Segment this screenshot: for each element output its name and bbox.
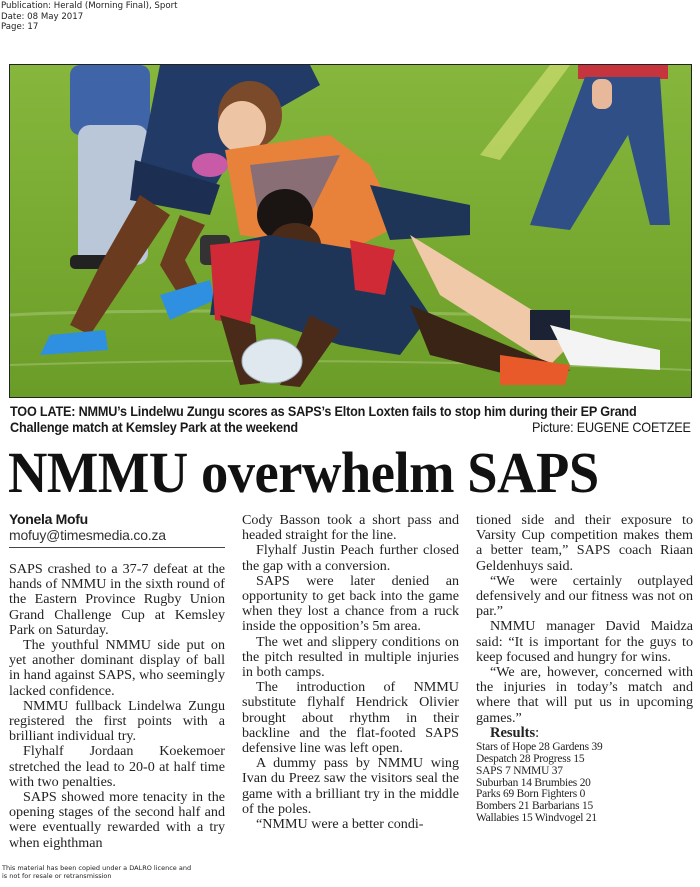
results-heading <box>490 726 693 741</box>
clipping-meta <box>1 1 177 33</box>
copyright-line-2: is not for resale or retransmission <box>2 872 112 880</box>
paragraph: NMMU fullback Lindelwa Zungu registered the first points with a brilliant individual try. <box>9 697 225 745</box>
rugby-photo-illustration <box>10 65 691 397</box>
paragraph: “We are, however, concerned with the injuries in today’s match and where that will put us in upcoming games.” <box>476 664 693 726</box>
paragraph: The introduction of NMMU substitute flyhalf Hendrick Olivier brought about rhythm in their backline and the flat-footed SAPS defensive line was left open. <box>242 679 459 757</box>
results-colon: : <box>535 724 540 741</box>
result-item: Suburban 14 Brumbies 20 <box>476 776 591 789</box>
page-label: Page: 17 <box>1 22 39 33</box>
author-email: mofuy@timesmedia.co.za <box>9 527 166 543</box>
article-column-3 <box>476 513 693 825</box>
paragraph: Cody Basson took a short pass and headed straight for the line. <box>242 512 459 544</box>
caption-text: TOO LATE: NMMU’s Lindelwu Zungu scores as SAPS’s Elton Loxten fails to stop him during their EP Grand Challenge match at Kemsley Park at the weekend <box>10 404 637 435</box>
paragraph: A dummy pass by NMMU wing Ivan du Preez saw the visitors seal the game with a brilliant try in the middle of the poles. <box>242 755 459 817</box>
paragraph: NMMU manager David Maidza said: “It is important for the guys to keep focused and hungry for wins. <box>476 618 693 665</box>
rugby-ball <box>242 339 302 383</box>
copyright-line-1: This material has been copied under a DALRO licence and <box>2 864 192 872</box>
rugby-photo <box>9 64 692 398</box>
paragraph: SAPS crashed to a 37-7 defeat at the hands of NMMU in the sixth round of the Eastern Province Rugby Union Grand Challenge Cup at Kemsley Park on Saturday. <box>9 561 225 638</box>
paragraph: Flyhalf Justin Peach further closed the gap with a conversion. <box>242 542 459 574</box>
article-column-2 <box>242 513 459 832</box>
paragraph: Flyhalf Jordaan Koekemoer stretched the lead to 20-0 at half time with two penalties. <box>9 743 225 790</box>
results-title: Results <box>490 724 536 741</box>
paragraph: “We were certainly outplayed defensively and our fitness was not on par.” <box>476 572 693 620</box>
headline: NMMU overwhelm SAPS <box>8 440 599 505</box>
badge <box>192 153 228 177</box>
byline <box>9 511 225 548</box>
result-item: SAPS 7 NMMU 37 <box>476 764 563 777</box>
result-item: Stars of Hope 28 Gardens 39 <box>476 740 603 753</box>
paragraph: The youthful NMMU side put on yet another dominant display of ball in hand against SAPS, who seemingly lacked confidence. <box>9 637 225 699</box>
paragraph: The wet and slippery conditions on the pitch resulted in multiple injuries in both camps. <box>242 633 459 681</box>
paragraph: “NMMU were a better condi- <box>256 816 424 833</box>
results-list <box>476 742 693 825</box>
result-item: Parks 69 Born Fighters 0 <box>476 788 586 801</box>
result-item: Wallabies 15 Windvogel 21 <box>476 812 597 825</box>
article-column-1 <box>9 562 225 851</box>
result-item: Bombers 21 Barbarians 15 <box>476 800 593 813</box>
photo-caption <box>10 404 691 436</box>
date-label: Date: 08 May 2017 <box>1 11 84 22</box>
author-name: Yonela Mofu <box>9 511 88 527</box>
paragraph: tioned side and their exposure to Varsity Cup competition makes them a better team,” SAPS coach Riaan Geldenhuys said. <box>476 512 693 574</box>
result-item: Despatch 28 Progress 15 <box>476 752 585 765</box>
paragraph: SAPS were later denied an opportunity to get back into the game when they lost a chance from a ruck inside the opposition’s 5m area. <box>242 572 459 635</box>
publication-label: Publication: Herald (Morning Final), Sport <box>1 1 178 11</box>
paragraph: SAPS showed more tenacity in the opening stages of the second half and were eventually rewarded with a try when eighthman <box>9 789 225 851</box>
copyright-notice <box>2 864 191 880</box>
photo-credit: Picture: EUGENE COETZEE <box>532 420 691 435</box>
